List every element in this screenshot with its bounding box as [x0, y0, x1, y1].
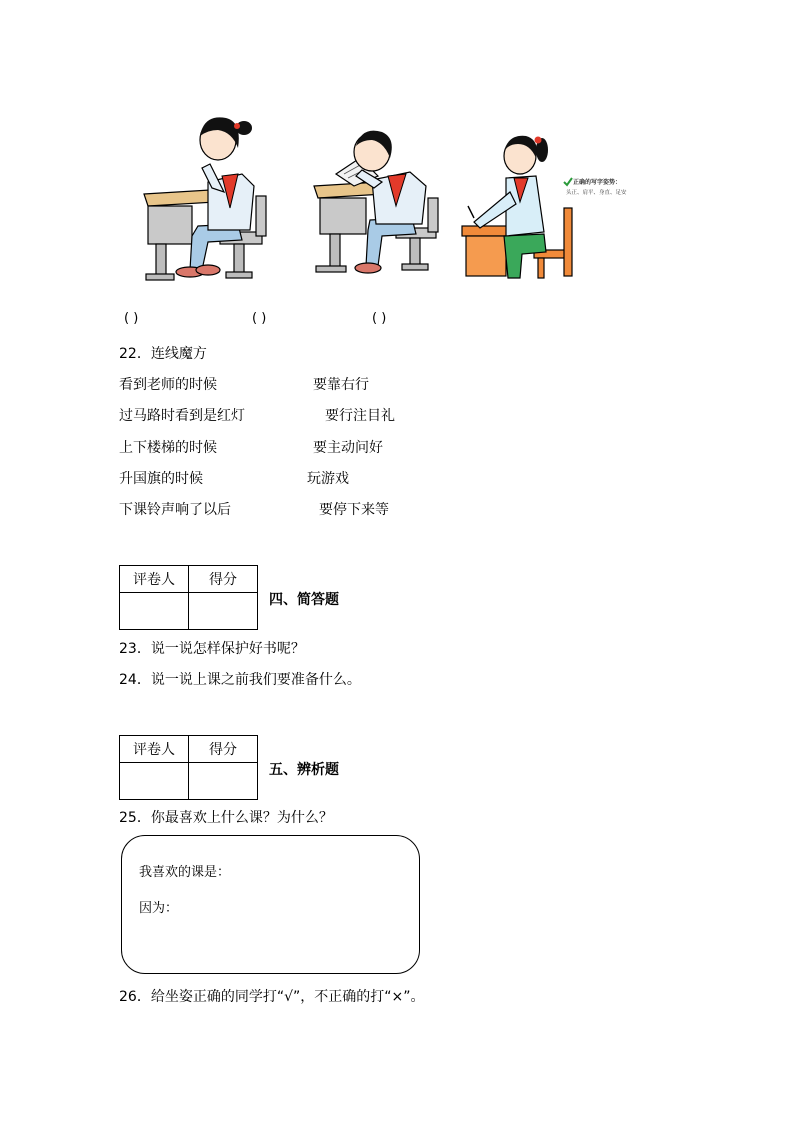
answer-bracket-1[interactable]: ( ) [124, 311, 139, 326]
grader-cell[interactable] [120, 593, 189, 630]
score-cell[interactable] [189, 763, 258, 800]
poster-title: 正确的写字姿势： [573, 179, 622, 186]
question-25: 25．你最喜欢上什么课？为什么？ [119, 810, 333, 826]
score-table-score-header: 得分 [189, 566, 258, 593]
student-correct-posture-illustration [460, 132, 575, 282]
answer-bracket-3[interactable]: ( ) [372, 311, 387, 326]
match-right-3: 要主动问好 [313, 440, 383, 456]
score-table-grader-header: 评卷人 [120, 566, 189, 593]
question-26: 26．给坐姿正确的同学打“√”，不正确的打“×”。 [119, 989, 425, 1005]
match-right-4: 玩游戏 [307, 471, 349, 487]
poster-text: 头正、肩平、身直、足安 [566, 190, 627, 196]
check-icon [563, 177, 573, 187]
answer-box-line-2: 因为： [139, 901, 179, 916]
match-left-2: 过马路时看到是红灯 [119, 408, 245, 424]
question-23: 23．说一说怎样保护好书呢？ [119, 641, 305, 657]
student-slouching-illustration [138, 112, 278, 287]
question-24: 24．说一说上课之前我们要准备什么。 [119, 672, 361, 688]
match-right-2: 要行注目礼 [325, 408, 395, 424]
score-table-score-header: 得分 [189, 736, 258, 763]
answer-box-line-1: 我喜欢的课是： [139, 865, 231, 880]
answer-bracket-2[interactable]: ( ) [252, 311, 267, 326]
student-head-in-book-illustration [310, 124, 445, 279]
score-table-section-4 [119, 565, 258, 630]
grader-cell[interactable] [120, 763, 189, 800]
match-right-1: 要靠右行 [313, 377, 369, 393]
match-left-5: 下课铃声响了以后 [119, 502, 231, 518]
match-left-1: 看到老师的时候 [119, 377, 217, 393]
section-5-title: 五、辨析题 [269, 762, 339, 778]
score-table-grader-header: 评卷人 [120, 736, 189, 763]
match-left-3: 上下楼梯的时候 [119, 440, 217, 456]
score-cell[interactable] [189, 593, 258, 630]
match-left-4: 升国旗的时候 [119, 471, 203, 487]
match-right-5: 要停下来等 [319, 502, 389, 518]
question-22-title: 22．连线魔方 [119, 346, 207, 362]
section-4-title: 四、简答题 [269, 592, 339, 608]
score-table-section-5 [119, 735, 258, 800]
